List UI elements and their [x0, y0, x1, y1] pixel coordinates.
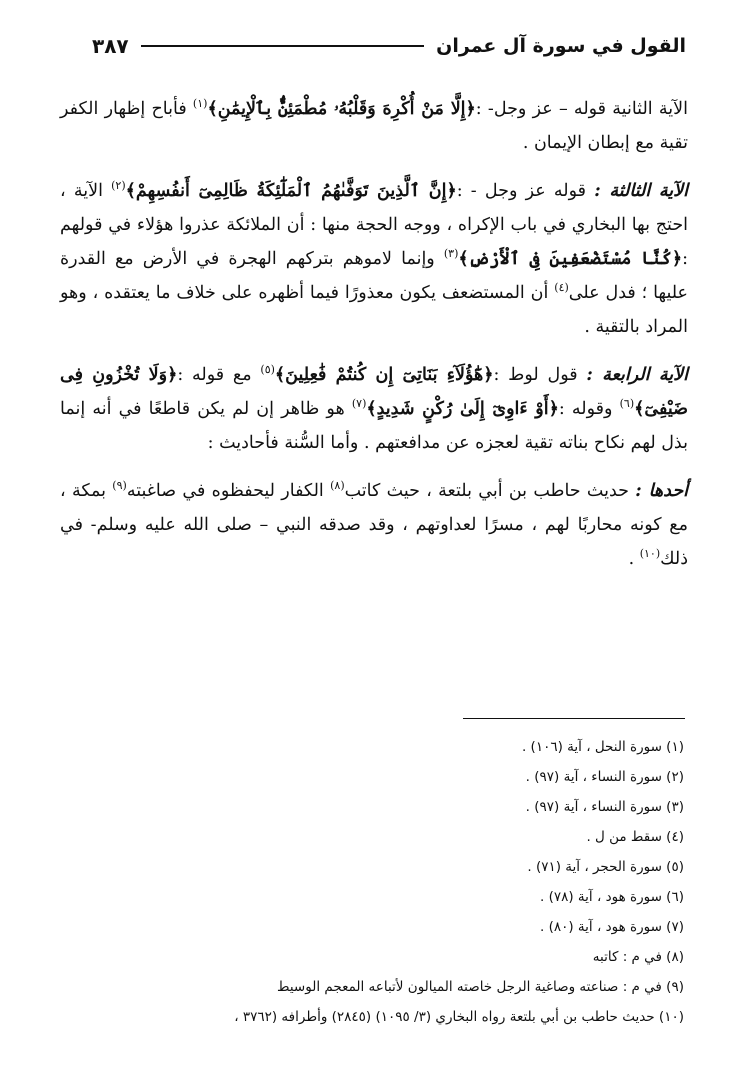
- text-segment: أن المستضعف يكون معذورًا فيما أظهره على خلاف ما يعتقده ، وهو المراد بالتقية .: [60, 283, 688, 337]
- quran-quote: ﴿هَٰٓؤُلَآءِ بَنَاتِىٓ إِن كُنتُمْ فَٰعِلِينَ﴾: [274, 365, 494, 385]
- text-segment: وإنما لاموهم بتركهم الهجرة في الأرض مع القدرة عليها ؛ فدل على: [60, 249, 688, 303]
- footnote: (٣) سورة النساء ، آية (٩٧) .: [525, 799, 684, 815]
- text-segment: قول لوط :: [493, 365, 587, 385]
- text-segment: الآية الثانية قوله – عز وجل- :: [475, 99, 688, 119]
- quran-quote: ﴿إِلَّا مَنْ أُكْرِهَ وَقَلْبُهُۥ مُطْمَئِنٌّۢ بِٱلْإِيمَٰنِ﴾: [207, 99, 476, 119]
- footnotes: [40, 732, 684, 1032]
- text-segment: وقوله :: [558, 399, 620, 419]
- text-segment: فأباح إظهار الكفر تقية مع إبطان الإيمان .: [60, 99, 688, 153]
- footnote: (٧) سورة هود ، آية (٨٠) .: [540, 919, 684, 935]
- footnote-ref: (٧): [351, 397, 367, 411]
- footnote-ref: (٥): [260, 363, 275, 377]
- paragraph: [60, 474, 688, 576]
- paragraph-lead: أحدها :: [635, 481, 688, 501]
- footnote-ref: (١٠): [639, 547, 661, 561]
- footnote-ref: (٩): [112, 479, 127, 493]
- footnote: (١) سورة النحل ، آية (١٠٦) .: [521, 739, 684, 755]
- paragraph-lead: الآية الثالثة :: [594, 181, 688, 201]
- paragraph: [60, 358, 688, 460]
- footnote-ref: (٤): [554, 281, 569, 295]
- text-segment: حديث حاطب بن أبي بلتعة ، حيث كاتب: [344, 481, 636, 501]
- text-segment: الآية ، احتج بها البخاري في باب الإكراه ، ووجه الحجة منها : أن الملائكة عذروا هؤلاء في قولهم :: [60, 181, 688, 269]
- text-segment: قوله عز وجل - :: [456, 181, 595, 201]
- footnote-ref: (٦): [619, 397, 635, 411]
- text-segment: بمكة ، مع كونه محاربًا لهم ، مسرًا لعداوتهم ، وقد صدقه النبي – صلى الله عليه وسلم- في ذلك: [60, 481, 688, 569]
- footnote: (١٠) حديث حاطب بن أبي بلتعة رواه البخاري (٣/ ١٠٩٥) (٢٨٤٥) وأطرافه (٣٧٦٢ ،: [234, 1009, 684, 1025]
- footnote: (٩) في م : صناعته وصاغية الرجل خاصته الميالون لأتباعه المعجم الوسيط: [277, 979, 684, 995]
- footnote: (٥) سورة الحجر ، آية (٧١) .: [527, 859, 684, 875]
- footnote: (٦) سورة هود ، آية (٧٨) .: [540, 889, 684, 905]
- paragraph-lead: الآية الرابعة :: [586, 365, 688, 385]
- text-segment: مع قوله :: [177, 365, 261, 385]
- running-title: القول في سورة آل عمران: [436, 35, 686, 57]
- footnote-ref: (٣): [443, 247, 459, 261]
- quran-quote: ﴿إِنَّ ٱلَّذِينَ تَوَفَّىٰهُمُ ٱلْمَلَٰٓئِكَةُ ظَالِمِىٓ أَنفُسِهِمْ﴾: [125, 181, 457, 201]
- text-segment: .: [628, 549, 640, 569]
- page-number: ٣٨٧: [92, 34, 129, 58]
- page-header: [92, 28, 686, 64]
- footnote-ref: (٨): [330, 479, 345, 493]
- footnote: (٢) سورة النساء ، آية (٩٧) .: [525, 769, 684, 785]
- footnote-ref: (١): [192, 97, 208, 111]
- quran-quote: ﴿وَلَا تُخْزُونِ فِى ضَيْفِىٓ﴾: [60, 365, 688, 419]
- paragraph: [60, 92, 688, 160]
- footnote: (٨) في م : كاتبه: [592, 949, 684, 965]
- text-segment: الكفار ليحفظوه في صاغبته: [126, 481, 331, 501]
- text-segment: هو ظاهر إن لم يكن قاطعًا في أنه إنما بذل لهم نكاح بناته تقية لعجزه عن مدافعتهم . وأما السُّنة فأحاديث :: [60, 399, 688, 453]
- main-text: [60, 92, 688, 590]
- quran-quote: ﴿أَوْ ءَاوِىٓ إِلَىٰ رُكْنٍ شَدِيدٍ﴾: [366, 399, 559, 419]
- footnote-ref: (٢): [111, 179, 126, 193]
- footnote-rule: [463, 718, 685, 719]
- footnote: (٤) سقط من ل .: [586, 829, 684, 845]
- paragraph: [60, 174, 688, 344]
- header-rule: [141, 45, 425, 47]
- quran-quote: ﴿كُنَّا مُسْتَضْعَفِينَ فِى ٱلْأَرْضِ﴾: [458, 249, 683, 269]
